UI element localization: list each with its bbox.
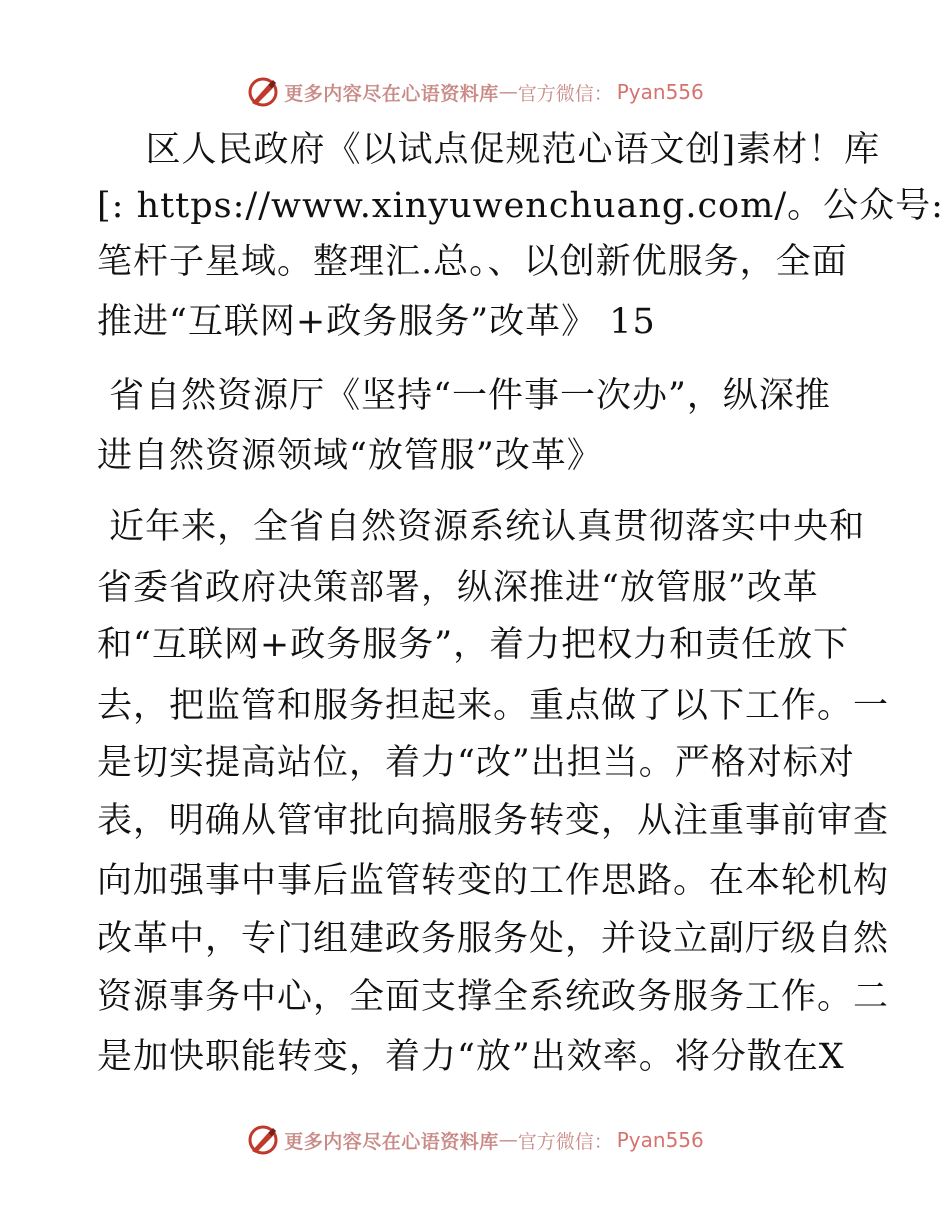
watermark-wechat-id: Pyan556 bbox=[616, 1128, 704, 1152]
text-line: 省委省政府决策部署，纵深推进“放管服”改革 bbox=[97, 568, 819, 608]
watermark-wechat-label: 官方微信： bbox=[517, 1130, 613, 1153]
text-line: 省自然资源厅《坚持“一件事一次办”，纵深推 bbox=[97, 376, 831, 416]
text-line: 进自然资源领域“放管服”改革》 bbox=[97, 436, 603, 476]
watermark-header bbox=[0, 72, 950, 112]
watermark-footer bbox=[0, 1120, 950, 1160]
text-line: 资源事务中心，全面支撑全系统政务服务工作。二 bbox=[97, 977, 890, 1017]
text-line: 笔杆子星域。整理汇.总。、以创新优服务，全面 bbox=[97, 242, 848, 282]
pen-logo-icon bbox=[246, 1123, 280, 1157]
watermark-wechat-id: Pyan556 bbox=[616, 80, 704, 104]
text-line: 向加强事中事后监管转变的工作思路。在本轮机构 bbox=[97, 861, 890, 901]
text-line: 是加快职能转变，着力“放”出效率。将分散在X bbox=[97, 1037, 845, 1077]
watermark-wechat-label: 官方微信： bbox=[517, 82, 613, 105]
text-line: 和“互联网+政务服务”，着力把权力和责任放下 bbox=[97, 625, 850, 665]
pen-logo-icon bbox=[246, 75, 280, 109]
watermark-dash: — bbox=[498, 1129, 518, 1151]
text-line: 表，明确从管审批向搞服务转变，从注重事前审查 bbox=[97, 801, 890, 841]
text-line: 区人民政府《以试点促规范心语文创]素材！库 bbox=[97, 130, 881, 170]
text-line: 近年来，全省自然资源系统认真贯彻落实中央和 bbox=[97, 507, 866, 547]
watermark-main-text: 更多内容尽在心语资料库 bbox=[284, 82, 499, 105]
text-line: 是切实提高站位，着力“改”出担当。严格对标对 bbox=[97, 743, 855, 783]
text-line: 去，把监管和服务担起来。重点做了以下工作。一 bbox=[97, 686, 890, 726]
text-line: [: https://www.xinyuwenchuang.com/。公众号: bbox=[97, 186, 944, 226]
text-line: 推进“互联网+政务服务”改革》 15 bbox=[97, 302, 656, 342]
watermark-dash: — bbox=[498, 81, 518, 103]
watermark-main-text: 更多内容尽在心语资料库 bbox=[284, 1130, 499, 1153]
text-line: 改革中，专门组建政务服务处，并设立副厅级自然 bbox=[97, 919, 890, 959]
